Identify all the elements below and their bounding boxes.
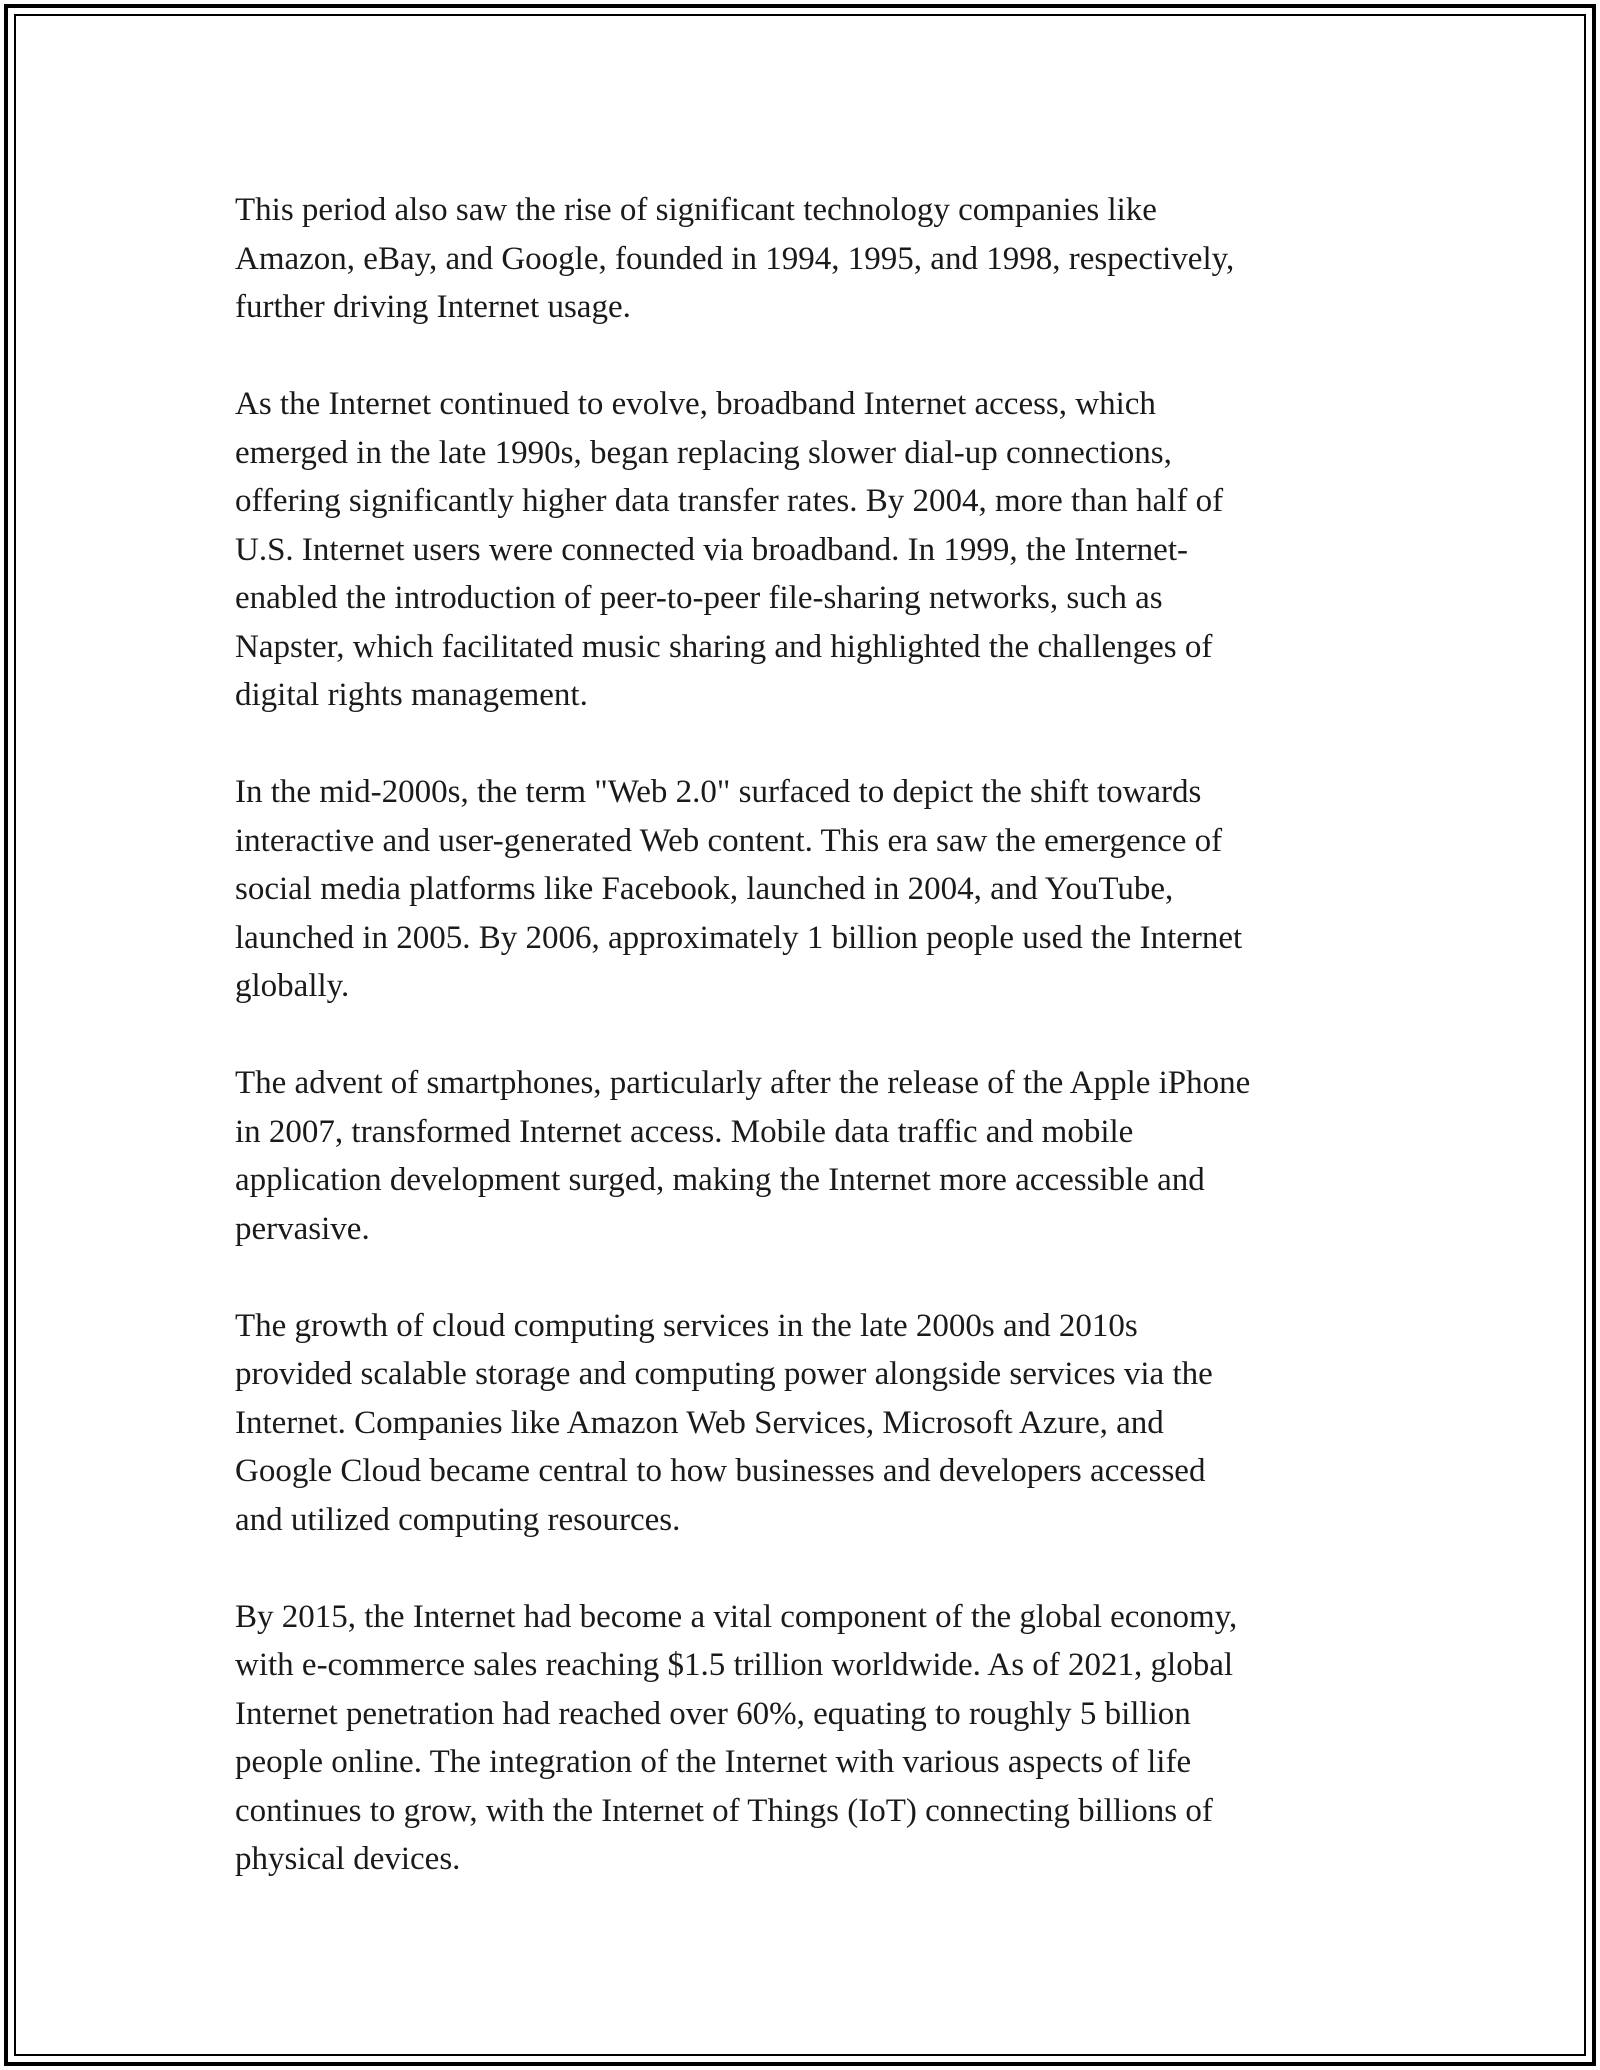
paragraph-cloud-computing: The growth of cloud computing services in the late 2000s and 2010s provided scalable storage and computing power alongside services via the Internet. Companies like Amazon Web Services, Microsoft Azure, and Google Cloud became central to how businesses and developers accessed and utilized computing resources. xyxy=(235,1307,1213,1538)
paragraph-tech-companies: This period also saw the rise of significant technology companies like Amazon, eBay, and Google, founded in 1994, 1995, and 1998, respectively, further driving Internet usage. xyxy=(235,192,1235,325)
paragraph-web-2-0: In the mid-2000s, the term "Web 2.0" surfaced to depict the shift towards interactive and user-generated Web content. This era saw the emergence of social media platforms like Facebook, launched in 2004, and YouTube, launched in 2005. By 2006, approximately 1 billion people used the Internet globally. xyxy=(235,774,1243,1004)
document-body xyxy=(235,186,1375,1884)
paragraph-broadband: As the Internet continued to evolve, broadband Internet access, which emerged in the late 1990s, began replacing slower dial-up connections, offering significantly higher data transfer rates. By 2004, more than half of U.S. Internet users were connected via broadband. In 1999, the Internet- enabled the introduction of peer-to-peer file-sharing networks, such as Napster, which facilitated music sharing and highlighted the challenges of digital rights management. xyxy=(235,386,1224,713)
paragraph-global-economy: By 2015, the Internet had become a vital component of the global economy, with e-commerce sales reaching $1.5 trillion worldwide. As of 2021, global Internet penetration had reached over 60%, equating to roughly 5 billion people online. The integration of the Internet with various aspects of life continues to grow, with the Internet of Things (IoT) connecting billions of physical devices. xyxy=(235,1598,1238,1877)
paragraph-smartphones: The advent of smartphones, particularly after the release of the Apple iPhone in 2007, transformed Internet access. Mobile data traffic and mobile application development surged, making the Internet more accessible and pervasive. xyxy=(235,1065,1251,1247)
